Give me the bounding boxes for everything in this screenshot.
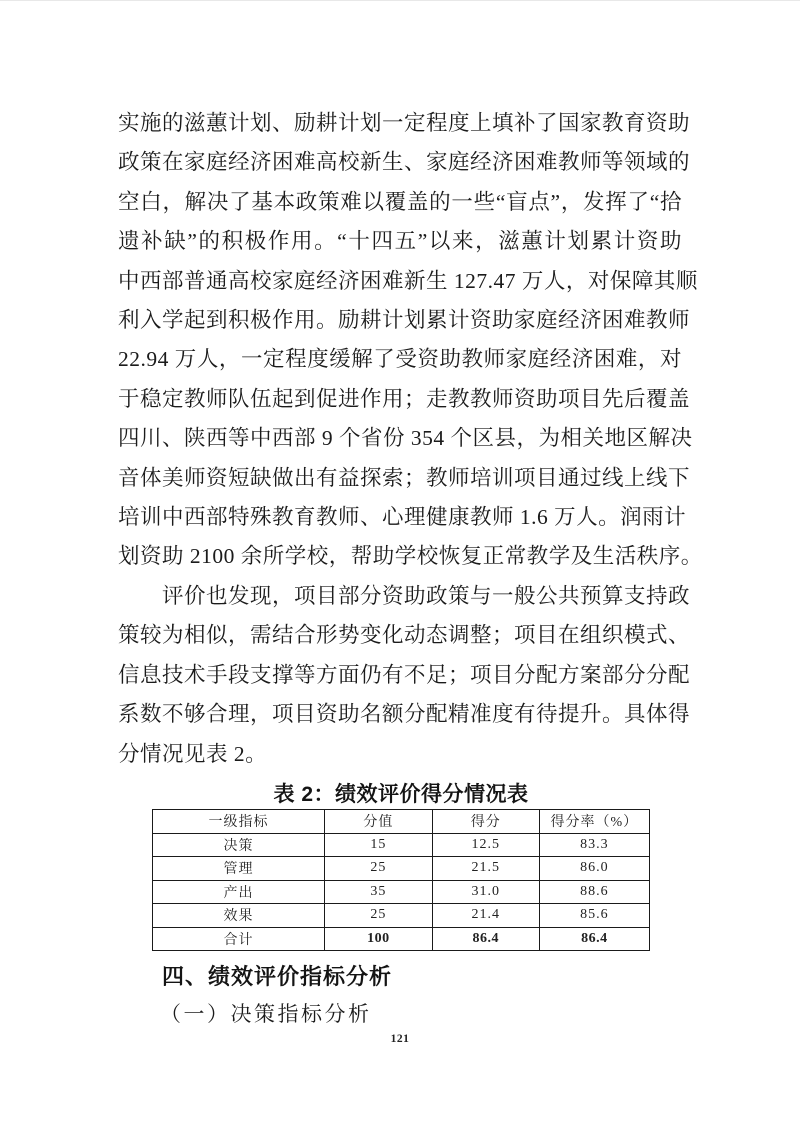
subsection-heading: （一）决策指标分析 bbox=[160, 1002, 372, 1026]
table-cell: 35 bbox=[324, 880, 432, 904]
text-line: 于稳定教师队伍起到促进作用；走教教师资助项目先后覆盖 bbox=[118, 386, 691, 411]
text-line: 信息技术手段支撑等方面仍有不足；项目分配方案部分分配 bbox=[118, 662, 691, 687]
page-number: 121 bbox=[390, 1033, 410, 1045]
table-cell: 85.6 bbox=[539, 904, 649, 928]
body-text bbox=[118, 104, 703, 774]
section-heading: 四、绩效评价指标分析 bbox=[162, 964, 393, 989]
text-line: 22.94 万人，一定程度缓解了受资助教师家庭经济困难，对 bbox=[118, 347, 682, 372]
table-cell: 31.0 bbox=[432, 880, 539, 904]
table-cell: 100 bbox=[324, 927, 432, 951]
table-cell: 25 bbox=[324, 857, 432, 881]
table-cell: 21.4 bbox=[432, 904, 539, 928]
table-header-row bbox=[153, 810, 650, 834]
table-cell: 21.5 bbox=[432, 857, 539, 881]
table-cell: 12.5 bbox=[432, 833, 539, 857]
table-cell: 产出 bbox=[153, 880, 325, 904]
text-line: 利入学起到积极作用。励耕计划累计资助家庭经济困难教师 bbox=[118, 308, 691, 333]
table-cell: 合计 bbox=[153, 927, 325, 951]
table-cell: 决策 bbox=[153, 833, 325, 857]
text-line: 实施的滋蕙计划、励耕计划一定程度上填补了国家教育资助 bbox=[118, 111, 691, 135]
table-cell: 25 bbox=[324, 904, 432, 928]
table-cell: 86.0 bbox=[539, 857, 649, 881]
table-row bbox=[153, 857, 650, 881]
table-cell: 86.4 bbox=[432, 927, 539, 951]
text-line: 四川、陕西等中西部 9 个省份 354 个区县，为相关地区解决 bbox=[118, 426, 693, 451]
text-line: 划资助 2100 余所学校，帮助学校恢复正常教学及生活秩序。 bbox=[118, 544, 703, 569]
text-line: 评价也发现，项目部分资助政策与一般公共预算支持政 bbox=[162, 583, 691, 608]
table-title: 表 2：绩效评价得分情况表 bbox=[273, 783, 529, 806]
table-cell: 83.3 bbox=[539, 833, 649, 857]
text-line: 中西部普通高校家庭经济困难新生 127.47 万人，对保障其顺 bbox=[118, 268, 698, 293]
table-cell: 88.6 bbox=[539, 880, 649, 904]
table-header-cell: 一级指标 bbox=[153, 810, 325, 834]
text-line: 培训中西部特殊教育教师、心理健康教师 1.6 万人。润雨计 bbox=[118, 505, 687, 530]
table-header-cell: 得分率（%） bbox=[539, 810, 649, 834]
text-line: 策较为相似，需结合形势变化动态调整；项目在组织模式、 bbox=[118, 623, 691, 648]
text-line: 音体美师资短缺做出有益探索；教师培训项目通过线上线下 bbox=[118, 465, 691, 490]
text-line: 遗补缺”的积极作用。“十四五”以来，滋蕙计划累计资助 bbox=[118, 229, 682, 254]
table-row bbox=[153, 904, 650, 928]
table-row bbox=[153, 833, 650, 857]
table-header-cell: 得分 bbox=[432, 810, 539, 834]
text-line: 分情况见表 2。 bbox=[118, 741, 268, 766]
table-total-row bbox=[153, 927, 650, 951]
table-cell: 管理 bbox=[153, 857, 325, 881]
text-line: 系数不够合理，项目资助名额分配精准度有待提升。具体得 bbox=[118, 702, 691, 727]
table-cell: 15 bbox=[324, 833, 432, 857]
table-cell: 效果 bbox=[153, 904, 325, 928]
table-cell: 86.4 bbox=[539, 927, 649, 951]
text-line: 空白，解决了基本政策难以覆盖的一些“盲点”，发挥了“拾 bbox=[118, 189, 682, 214]
table-header-cell: 分值 bbox=[324, 810, 432, 834]
table-row bbox=[153, 880, 650, 904]
text-line: 政策在家庭经济困难高校新生、家庭经济困难教师等领域的 bbox=[118, 150, 691, 175]
score-table bbox=[152, 809, 650, 951]
